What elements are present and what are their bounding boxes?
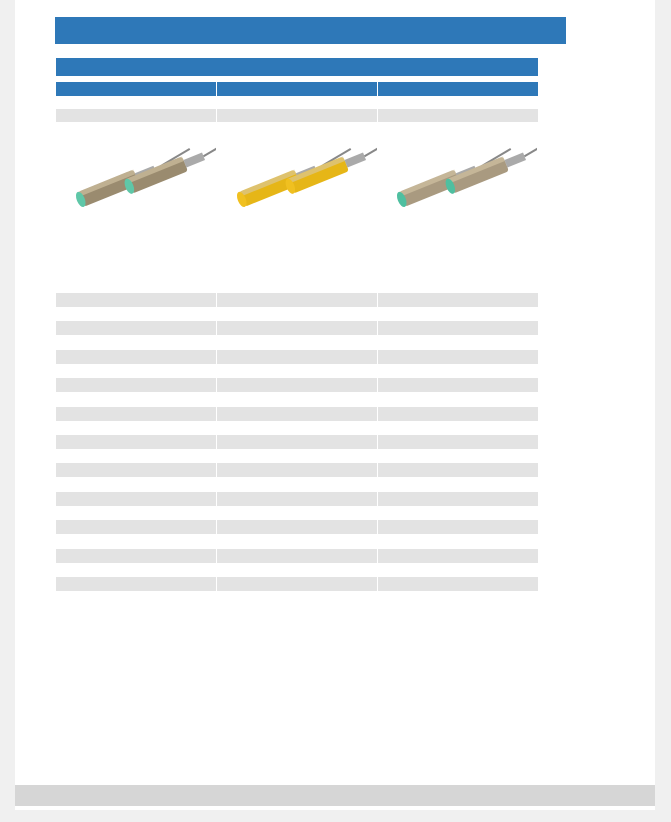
spec-cell-19-0 bbox=[56, 563, 216, 577]
spec-cell-12-0 bbox=[56, 463, 216, 477]
bottom-strip bbox=[15, 785, 655, 806]
row-model-3 bbox=[56, 279, 538, 293]
model-cell-2-b bbox=[457, 279, 540, 293]
column-header-0 bbox=[56, 82, 216, 96]
model-cell-0-a bbox=[54, 265, 137, 279]
mount-cell-1-b bbox=[297, 96, 377, 109]
spec-cell-1-1-b bbox=[297, 307, 377, 321]
model-cell-2-b bbox=[457, 265, 540, 279]
spec-cell-3-0 bbox=[56, 336, 216, 350]
spec-cell-4-1 bbox=[217, 350, 377, 364]
model-cell-1-a bbox=[215, 237, 298, 251]
row-spec-6 bbox=[56, 378, 538, 392]
spec-cell-0-1 bbox=[217, 293, 377, 307]
mount-cell-0-b bbox=[136, 96, 216, 109]
row-spec-16 bbox=[56, 520, 538, 534]
model-cell-0-a bbox=[54, 279, 137, 293]
spec-cell-10-2 bbox=[377, 435, 537, 449]
row-spec-9 bbox=[56, 421, 538, 435]
spec-cell-5-1 bbox=[217, 364, 377, 378]
column-header-1 bbox=[217, 82, 377, 96]
row-spec-12 bbox=[56, 463, 538, 477]
spec-cell-20-1 bbox=[217, 577, 377, 591]
row-spec-15 bbox=[56, 506, 538, 520]
spec-cell-2-2 bbox=[377, 321, 537, 335]
spec-cell-20-2 bbox=[377, 577, 537, 591]
model-cell-0-a bbox=[54, 251, 137, 265]
mount-cell-1-a bbox=[217, 96, 297, 109]
spec-cell-18-2 bbox=[377, 549, 537, 563]
spec-cell-3-1 bbox=[217, 336, 377, 350]
model-cell-0-b bbox=[136, 265, 219, 279]
spec-cell-9-0-b bbox=[136, 421, 216, 435]
spec-cell-17-2 bbox=[377, 534, 537, 548]
spec-cell-11-2 bbox=[377, 449, 537, 463]
model-cell-2-a bbox=[375, 279, 458, 293]
model-cell-1-a bbox=[215, 251, 298, 265]
spec-cell-19-1 bbox=[217, 563, 377, 577]
row-spec-17 bbox=[56, 534, 538, 548]
spec-cell-2-1 bbox=[217, 321, 377, 335]
model-cell-1-b bbox=[297, 237, 380, 251]
row-spec-1 bbox=[56, 307, 538, 321]
spec-cell-8-1-b bbox=[297, 407, 377, 421]
spec-cell-12-2 bbox=[377, 463, 537, 477]
spec-cell-10-0 bbox=[56, 435, 216, 449]
model-cell-0-b bbox=[136, 279, 219, 293]
spec-cell-11-1 bbox=[217, 449, 377, 463]
row-spec-19 bbox=[56, 563, 538, 577]
spec-cell-9-1-a bbox=[217, 421, 297, 435]
spec-cell-18-1 bbox=[217, 549, 377, 563]
row-spec-4 bbox=[56, 350, 538, 364]
spec-cell-6-0 bbox=[56, 378, 216, 392]
spec-cell-5-2 bbox=[377, 364, 537, 378]
mount-cell-2-b bbox=[457, 96, 537, 109]
model-cell-2-a bbox=[375, 237, 458, 251]
spec-cell-11-0 bbox=[56, 449, 216, 463]
model-cell-0-b bbox=[136, 237, 219, 251]
spec-cell-9-0-a bbox=[56, 421, 136, 435]
spec-cell-6-2 bbox=[377, 378, 537, 392]
row-spec-14 bbox=[56, 492, 538, 506]
spec-cell-2-0 bbox=[56, 321, 216, 335]
spec-cell-1-1-a bbox=[217, 307, 297, 321]
spec-cell-1-0-a bbox=[56, 307, 136, 321]
model-cell-0-a bbox=[54, 237, 137, 251]
row-spec-3 bbox=[56, 336, 538, 350]
spec-cell-7-2 bbox=[377, 392, 537, 406]
model-cell-2-b bbox=[457, 251, 540, 265]
row-model-1 bbox=[56, 251, 538, 265]
spec-cell-7-1 bbox=[217, 392, 377, 406]
spec-cell-15-2 bbox=[377, 506, 537, 520]
spec-cell-1-0-b bbox=[136, 307, 216, 321]
spec-cell-6-1 bbox=[217, 378, 377, 392]
row-mount bbox=[56, 96, 538, 109]
spec-cell-16-2 bbox=[377, 520, 537, 534]
spec-cell-14-2 bbox=[377, 492, 537, 506]
row-spec-8 bbox=[56, 407, 538, 421]
spec-cell-0-2 bbox=[377, 293, 537, 307]
model-cell-1-a bbox=[215, 279, 298, 293]
section-bar bbox=[56, 58, 538, 76]
spec-cell-15-1 bbox=[217, 506, 377, 520]
spec-cell-5-0 bbox=[56, 364, 216, 378]
spec-cell-14-1 bbox=[217, 492, 377, 506]
model-cell-1-b bbox=[297, 279, 380, 293]
spec-cell-1-2-b bbox=[457, 307, 537, 321]
spec-cell-9-2-b bbox=[457, 421, 537, 435]
spec-cell-10-1 bbox=[217, 435, 377, 449]
model-cell-2-a bbox=[375, 265, 458, 279]
spec-cell-16-0 bbox=[56, 520, 216, 534]
row-spec-18 bbox=[56, 549, 538, 563]
spec-cell-13-0 bbox=[56, 478, 216, 492]
spec-cell-13-2 bbox=[377, 478, 537, 492]
row-spec-7 bbox=[56, 392, 538, 406]
spec-cell-8-0-b bbox=[136, 407, 216, 421]
spec-cell-0-0 bbox=[56, 293, 216, 307]
row-spec-5 bbox=[56, 364, 538, 378]
spec-cell-8-2-b bbox=[457, 407, 537, 421]
spec-cell-19-2 bbox=[377, 563, 537, 577]
row-spec-2 bbox=[56, 321, 538, 335]
row-spec-13 bbox=[56, 478, 538, 492]
page-title bbox=[55, 17, 566, 44]
model-cell-1-a bbox=[215, 265, 298, 279]
spec-cell-16-1 bbox=[217, 520, 377, 534]
spec-cell-12-1 bbox=[217, 463, 377, 477]
mount-cell-2-a bbox=[377, 96, 457, 109]
row-model-2 bbox=[56, 265, 538, 279]
spec-cell-3-2 bbox=[377, 336, 537, 350]
spec-cell-4-2 bbox=[377, 350, 537, 364]
product-image-2 bbox=[377, 121, 537, 231]
model-cell-1-b bbox=[297, 265, 380, 279]
column-header-2 bbox=[377, 82, 538, 96]
spec-cell-8-2-a bbox=[377, 407, 457, 421]
spec-cell-15-0 bbox=[56, 506, 216, 520]
row-spec-11 bbox=[56, 449, 538, 463]
row-model-0 bbox=[56, 237, 538, 251]
spec-cell-4-0 bbox=[56, 350, 216, 364]
row-spec-0 bbox=[56, 293, 538, 307]
spec-cell-9-2-a bbox=[377, 421, 457, 435]
model-cell-2-b bbox=[457, 237, 540, 251]
spec-cell-8-0-a bbox=[56, 407, 136, 421]
spec-cell-17-1 bbox=[217, 534, 377, 548]
model-cell-0-b bbox=[136, 251, 219, 265]
product-image-1 bbox=[217, 121, 377, 231]
spec-cell-20-0 bbox=[56, 577, 216, 591]
spec-cell-1-2-a bbox=[377, 307, 457, 321]
mount-cell-0-a bbox=[56, 96, 136, 109]
spec-cell-18-0 bbox=[56, 549, 216, 563]
spec-cell-7-0 bbox=[56, 392, 216, 406]
model-cell-2-a bbox=[375, 251, 458, 265]
model-cell-1-b bbox=[297, 251, 380, 265]
product-image-0 bbox=[56, 121, 216, 231]
spec-cell-9-1-b bbox=[297, 421, 377, 435]
row-spec-20 bbox=[56, 577, 538, 591]
row-spec-10 bbox=[56, 435, 538, 449]
spec-cell-8-1-a bbox=[217, 407, 297, 421]
spec-cell-14-0 bbox=[56, 492, 216, 506]
spec-cell-13-1 bbox=[217, 478, 377, 492]
spec-cell-17-0 bbox=[56, 534, 216, 548]
